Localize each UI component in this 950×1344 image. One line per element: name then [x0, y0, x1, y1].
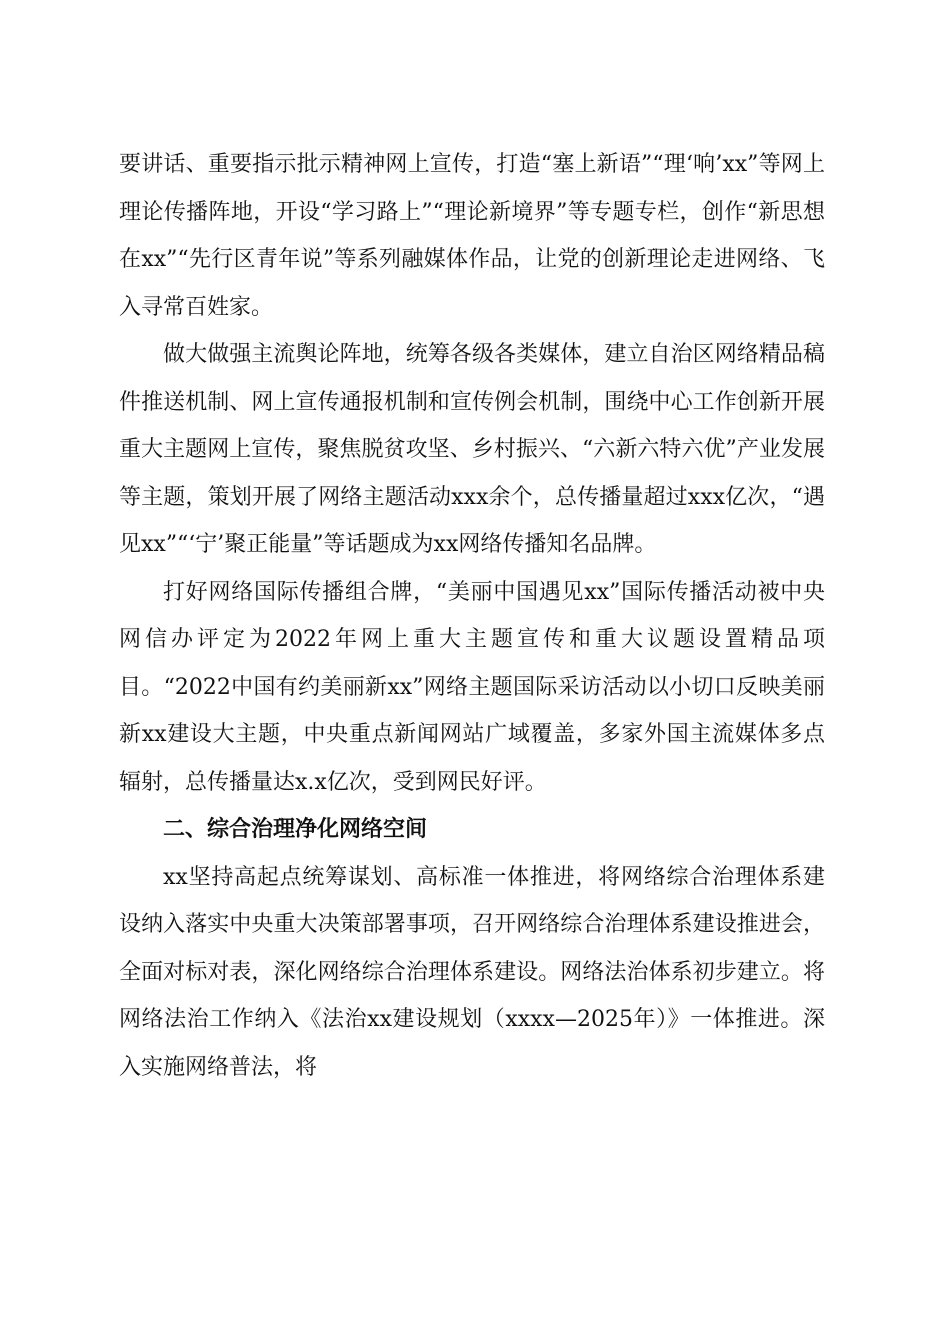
paragraph-international-communication: 打好网络国际传播组合牌，“美丽中国遇见xx”国际传播活动被中央网信办评定为2022年网上重大主题宣传和重大议题设置精品项目。“2022中国有约美丽新xx”网络主题国际采访活动以小切口反映美丽新xx建设大主题，中央重点新闻网站广域覆盖，多家外国主流媒体多点辐射，总传播量达x.x亿次，受到网民好评。 — [119, 579, 825, 795]
paragraph-mainstream-media: 做大做强主流舆论阵地，统筹各级各类媒体，建立自治区网络精品稿件推送机制、网上宣传通报机制和宣传例会机制，围绕中心工作创新开展重大主题网上宣传，聚焦脱贫攻坚、乡村振兴、“六新六特六优”产业发展等主题，策划开展了网络主题活动xxx余个，总传播量超过xxx亿次，“遇见xx”“‘宁’聚正能量”等话题成为xx网络传播知名品牌。 — [119, 342, 825, 557]
paragraph-network-governance: xx坚持高起点统筹谋划、高标准一体推进，将网络综合治理体系建设纳入落实中央重大决策部署事项，召开网络综合治理体系建设推进会，全面对标对表，深化网络综合治理体系建设。网络法治体系初步建立。将网络法治工作纳入《法治xx建设规划（xxxx—2025年）》一体推进。深入实施网络普法，将 — [119, 864, 825, 1080]
paragraph-continued: 要讲话、重要指示批示精神网上宣传，打造“塞上新语”“理‘响’xx”等网上理论传播阵地，开设“学习路上”“理论新境界”等专题专栏，创作“新思想在xx”“先行区青年说”等系列融媒体作品，让党的创新理论走进网络、飞入寻常百姓家。 — [119, 152, 825, 320]
section-heading: 二、综合治理净化网络空间 — [163, 817, 428, 842]
document-body — [119, 141, 825, 1091]
